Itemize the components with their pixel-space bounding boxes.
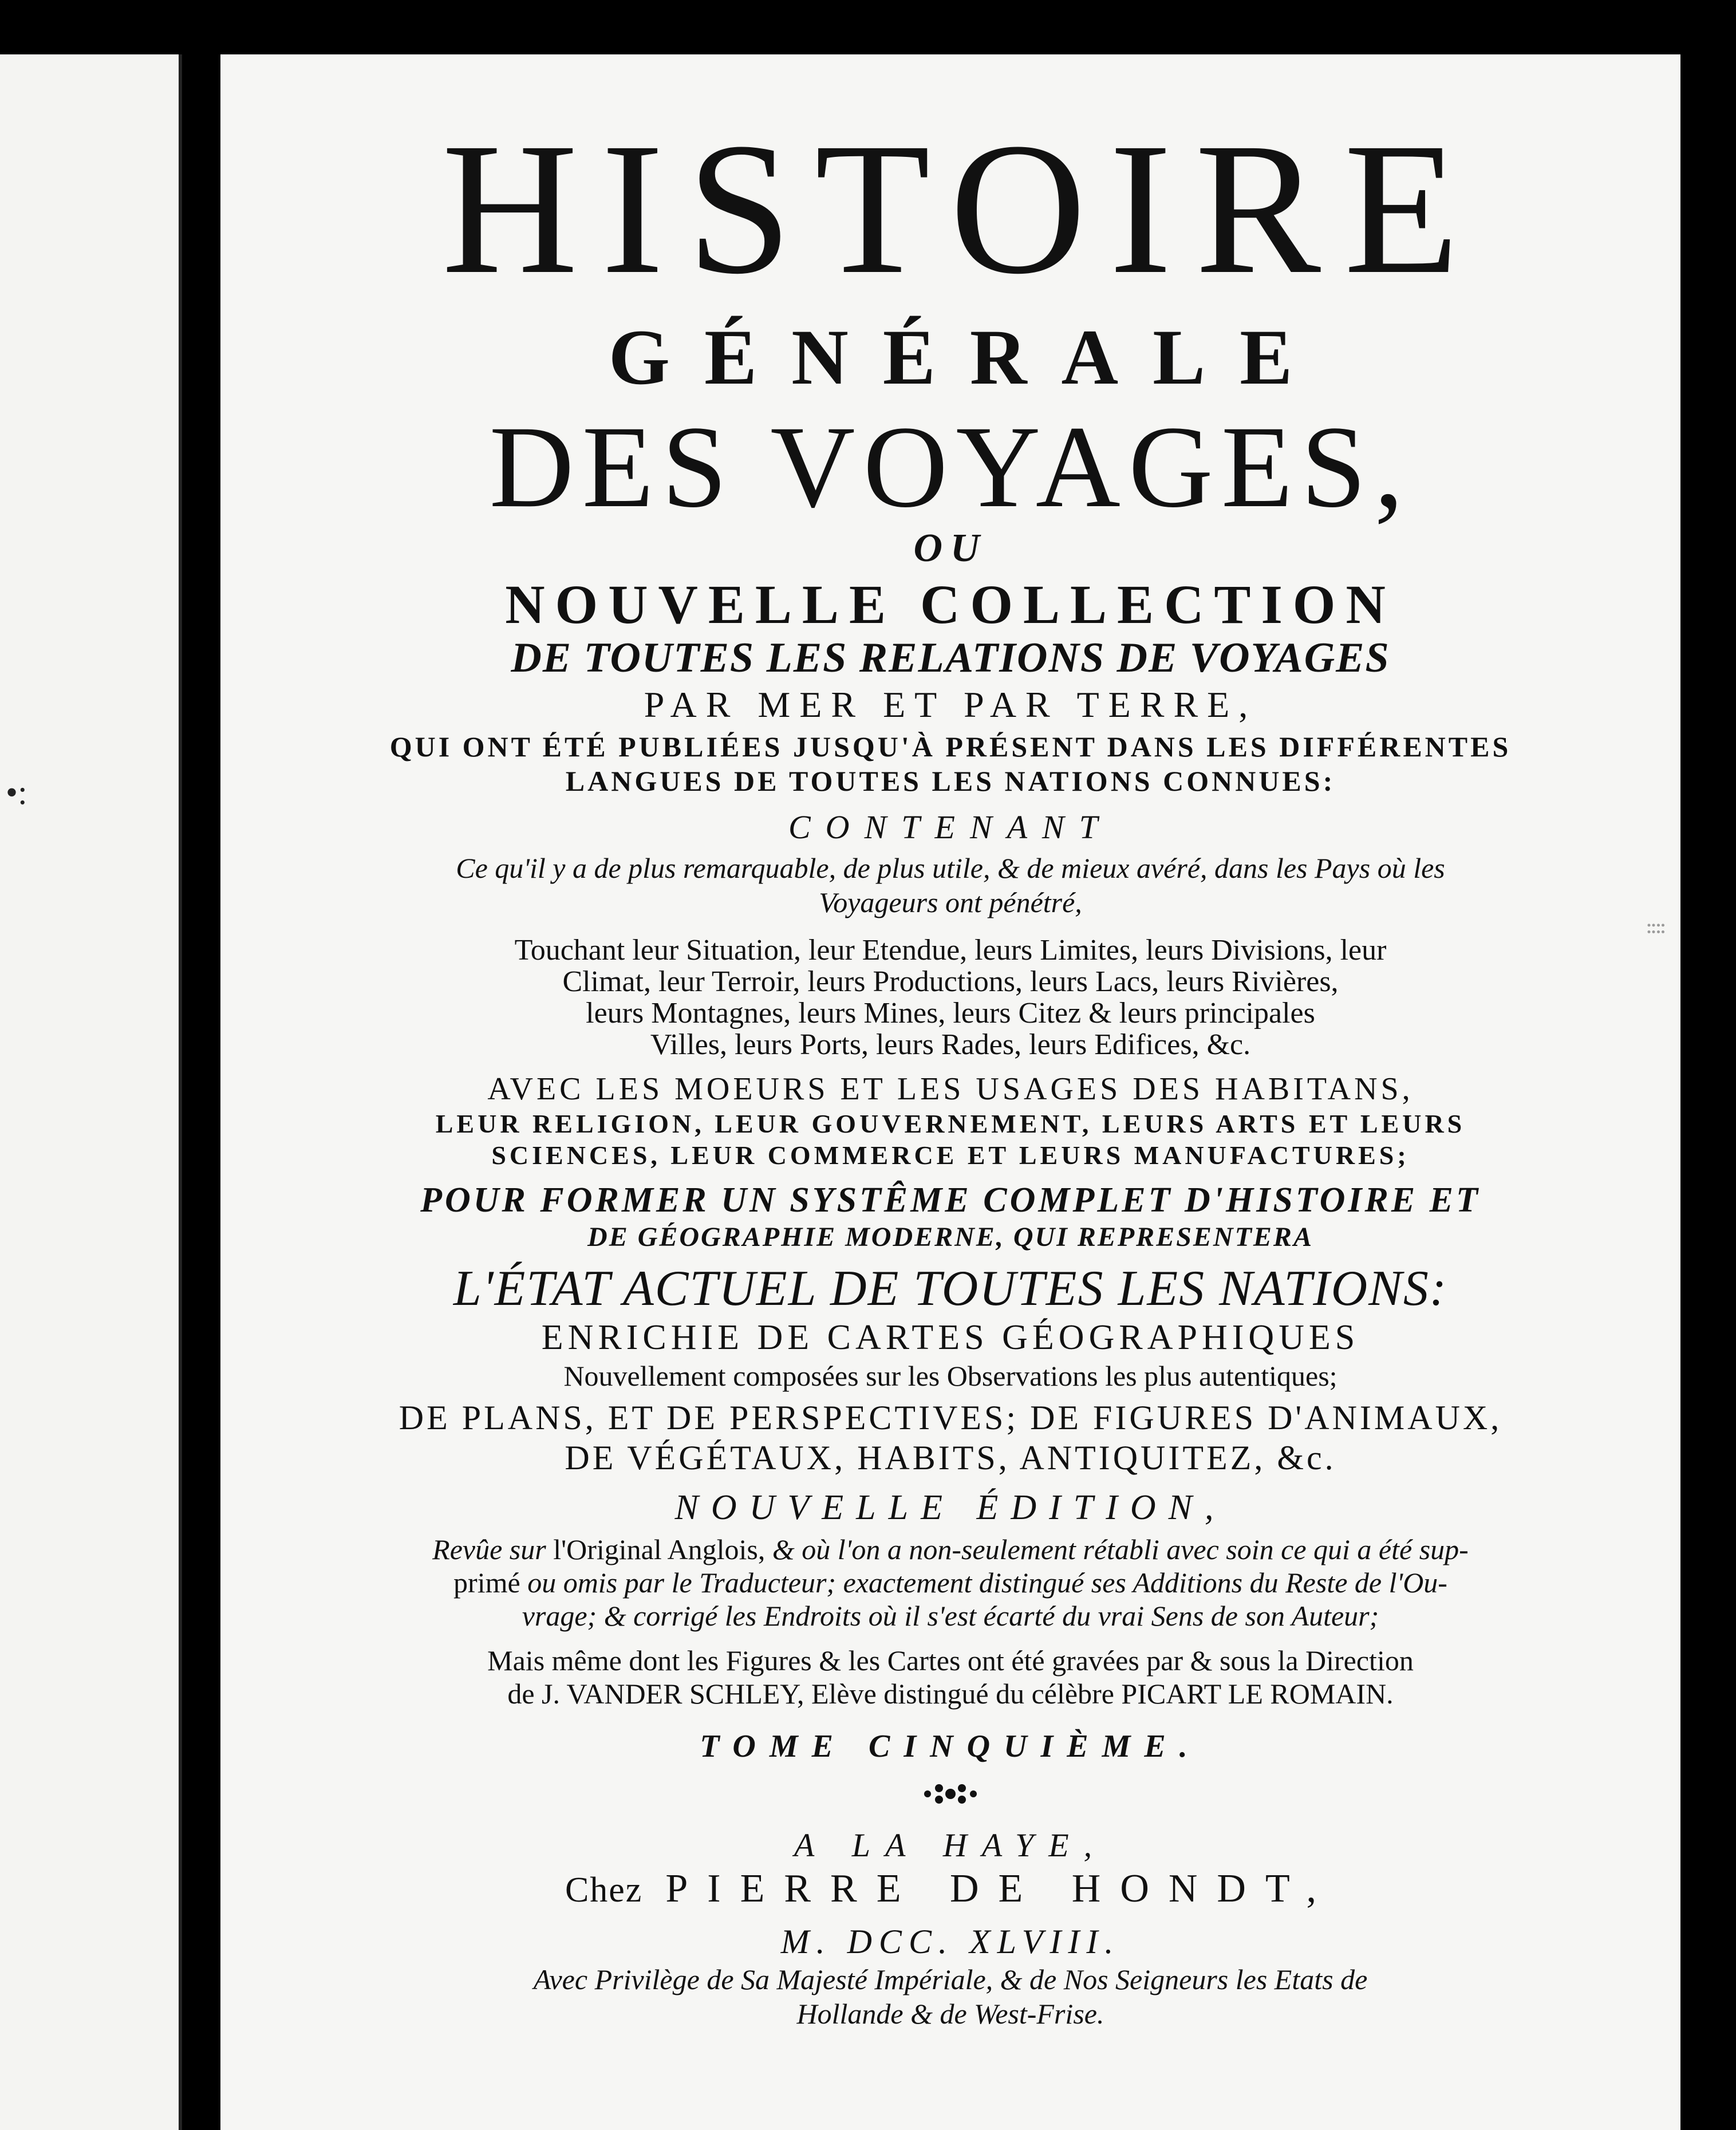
privilege-line: Avec Privilège de Sa Majesté Impériale, & de Nos Seigneurs les Etats de: [533, 1963, 1368, 1996]
imprint-publisher: PIERRE DE HONDT,: [665, 1867, 1336, 1911]
revue-line-part: & où l'on a non-seulement rétabli avec soin ce qui a été sup-: [772, 1533, 1469, 1565]
touchant-block: [220, 934, 1680, 1060]
moeurs-line: LEUR RELIGION, LEUR GOUVERNEMENT, LEURS ARTS ET LEURS: [435, 1109, 1466, 1138]
title-line-2: GÉNÉRALE: [608, 313, 1327, 401]
remarkable-block: [220, 851, 1680, 920]
imprint-chez: Chez: [565, 1871, 643, 1910]
revue-line-part: ou omis par le Traducteur; exactement distingué ses Additions du Reste de l'Ou-: [527, 1566, 1447, 1599]
left-page-marks: •:: [6, 774, 27, 811]
plans-line: DE PLANS, ET DE PERSPECTIVES; DE FIGURES D'ANIMAUX,: [399, 1398, 1502, 1437]
revue-block: [220, 1533, 1680, 1632]
imprint-year: M. DCC. XLVIII.: [780, 1923, 1120, 1961]
tome-heading: TOME CINQUIÈME.: [700, 1728, 1201, 1764]
nouvellement-line: Nouvellement composées sur les Observations les plus autentiques;: [563, 1359, 1337, 1392]
title-line-3: DES VOYAGES,: [489, 402, 1412, 532]
mais-line: de J. VANDER SCHLEY, Elève distingué du célèbre PICART LE ROMAIN.: [507, 1677, 1394, 1710]
plans-block: [220, 1398, 1680, 1479]
edge-specks: ⁞⁞: [1642, 922, 1668, 936]
nouvelle-edition-heading: NOUVELLE ÉDITION,: [674, 1488, 1226, 1528]
revue-line-part: l'Original Anglois,: [546, 1533, 772, 1565]
revue-line: [220, 1533, 1680, 1566]
privilege-block: [220, 1962, 1680, 2031]
imprint-city: A LA HAYE,: [794, 1826, 1107, 1864]
touchant-line: leurs Montagnes, leurs Mines, leurs Citez & leurs principales: [586, 997, 1315, 1030]
title-page: [220, 54, 1680, 2130]
published-block: [220, 729, 1680, 798]
moeurs-block: [220, 1071, 1680, 1171]
moeurs-line: SCIENCES, LEUR COMMERCE ET LEURS MANUFACTURES;: [491, 1140, 1410, 1170]
imprint-publisher-line: [220, 1865, 1680, 1913]
touchant-line: Climat, leur Terroir, leurs Productions, leurs Lacs, leurs Rivières,: [562, 965, 1339, 999]
ou-connector: OU: [913, 526, 988, 570]
published-line: LANGUES DE TOUTES LES NATIONS CONNUES:: [565, 765, 1336, 798]
privilege-line: Hollande & de West-Frise.: [796, 1998, 1104, 2030]
enrichie-line: ENRICHIE DE CARTES GÉOGRAPHIQUES: [541, 1318, 1360, 1358]
fleuron-ornament: [919, 1780, 982, 1808]
systeme-block: [220, 1180, 1680, 1254]
touchant-line: Touchant leur Situation, leur Etendue, leurs Limites, leurs Divisions, leur: [514, 933, 1387, 967]
plans-line: DE VÉGÉTAUX, HABITS, ANTIQUITEZ, &c.: [565, 1439, 1336, 1477]
remarkable-line: Ce qu'il y a de plus remarquable, de plus utile, & de mieux avéré, dans les Pays où les: [456, 851, 1445, 884]
published-line: QUI ONT ÉTÉ PUBLIÉES JUSQU'À PRÉSENT DANS LES DIFFÉRENTES: [389, 731, 1512, 763]
systeme-line-1: POUR FORMER UN SYSTÊME COMPLET D'HISTOIRE ET: [420, 1181, 1481, 1220]
contenant-heading: CONTENANT: [788, 808, 1112, 846]
systeme-line-2: DE GÉOGRAPHIE MODERNE, QUI REPRESENTERA: [587, 1222, 1313, 1253]
revue-line-part: primé: [453, 1566, 528, 1599]
revue-line: vrage; & corrigé les Endroits où il s'est écarté du vrai Sens de son Auteur;: [522, 1599, 1379, 1632]
subtitle-relations: DE TOUTES LES RELATIONS DE VOYAGES: [511, 634, 1390, 681]
subtitle-par-mer: PAR MER ET PAR TERRE,: [644, 684, 1257, 725]
remarkable-line: Voyageurs ont pénétré,: [819, 886, 1082, 918]
mais-line: Mais même dont les Figures & les Cartes ont été gravées par & sous la Direction: [487, 1644, 1414, 1677]
etat-actuel-heading: L'ÉTAT ACTUEL DE TOUTES LES NATIONS:: [453, 1261, 1448, 1317]
subtitle-nouvelle-collection: NOUVELLE COLLECTION: [505, 574, 1396, 635]
revue-line: [220, 1566, 1680, 1599]
revue-line-part: Revûe sur: [432, 1533, 546, 1565]
title-page-content: [220, 54, 1680, 2031]
title-line-1: HISTOIRE: [441, 104, 1482, 313]
left-page-edge: [0, 54, 182, 2130]
mais-block: [220, 1644, 1680, 1710]
touchant-line: Villes, leurs Ports, leurs Rades, leurs Edifices, &c.: [650, 1028, 1251, 1062]
moeurs-heading: AVEC LES MOEURS ET LES USAGES DES HABITANS,: [487, 1071, 1414, 1107]
